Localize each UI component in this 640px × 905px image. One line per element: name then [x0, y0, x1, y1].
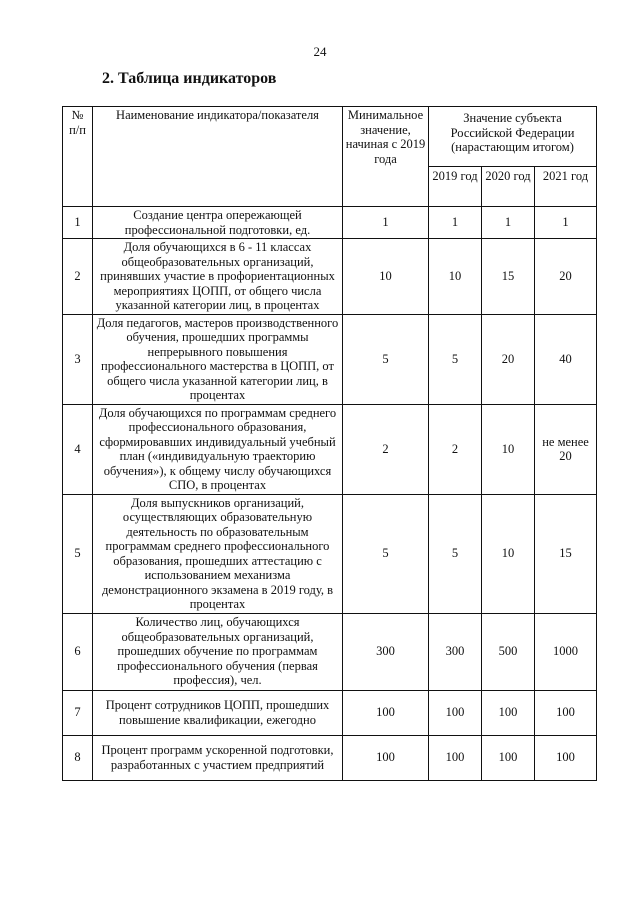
row-2019: 100 — [429, 735, 482, 780]
row-name: Процент программ ускоренной подготовки, разработанных с участием предприятий — [93, 735, 343, 780]
row-2020: 10 — [482, 494, 535, 613]
table-row — [63, 735, 597, 780]
row-num: 2 — [63, 239, 93, 315]
row-num: 4 — [63, 404, 93, 494]
indicators-table — [62, 106, 597, 781]
row-2019: 5 — [429, 494, 482, 613]
row-min: 5 — [343, 494, 429, 613]
row-name: Доля педагогов, мастеров производственного обучения, прошедших программы непрерывного повышения профессионального мастерства в ЦОПП, от общего числа указанной категории лиц, в процентах — [93, 314, 343, 404]
row-2021: не менее 20 — [535, 404, 597, 494]
header-year-2021: 2021 год — [535, 167, 597, 207]
table-row — [63, 690, 597, 735]
row-2021: 100 — [535, 690, 597, 735]
row-2019: 5 — [429, 314, 482, 404]
row-2021: 100 — [535, 735, 597, 780]
table-row — [63, 404, 597, 494]
row-num: 6 — [63, 613, 93, 690]
row-2021: 40 — [535, 314, 597, 404]
header-name: Наименование индикатора/показателя — [93, 107, 343, 207]
row-2019: 100 — [429, 690, 482, 735]
row-min: 300 — [343, 613, 429, 690]
table-row — [63, 494, 597, 613]
row-2021: 20 — [535, 239, 597, 315]
row-min: 5 — [343, 314, 429, 404]
header-year-2020: 2020 год — [482, 167, 535, 207]
row-name: Создание центра опережающей профессиональной подготовки, ед. — [93, 207, 343, 239]
row-2020: 1 — [482, 207, 535, 239]
row-2019: 1 — [429, 207, 482, 239]
table-row — [63, 314, 597, 404]
row-2020: 100 — [482, 690, 535, 735]
header-min: Минимальное значение, начиная с 2019 года — [343, 107, 429, 207]
row-2020: 500 — [482, 613, 535, 690]
row-2020: 10 — [482, 404, 535, 494]
row-num: 8 — [63, 735, 93, 780]
row-2019: 300 — [429, 613, 482, 690]
row-2019: 2 — [429, 404, 482, 494]
header-year-2019: 2019 год — [429, 167, 482, 207]
table-row — [63, 239, 597, 315]
row-min: 100 — [343, 735, 429, 780]
row-name: Количество лиц, обучающихся общеобразовательных организаций, прошедших обучение по программам профессионального обучения (первая профессия), чел. — [93, 613, 343, 690]
row-2019: 10 — [429, 239, 482, 315]
row-name: Процент сотрудников ЦОПП, прошедших повышение квалификации, ежегодно — [93, 690, 343, 735]
table-row — [63, 613, 597, 690]
row-num: 5 — [63, 494, 93, 613]
row-2021: 1000 — [535, 613, 597, 690]
section-title: 2. Таблица индикаторов — [102, 70, 277, 87]
row-2021: 15 — [535, 494, 597, 613]
row-min: 2 — [343, 404, 429, 494]
row-2020: 100 — [482, 735, 535, 780]
header-group: Значение субъекта Российской Федерации (нарастающим итогом) — [429, 107, 597, 167]
row-min: 1 — [343, 207, 429, 239]
row-num: 3 — [63, 314, 93, 404]
table-row — [63, 207, 597, 239]
row-min: 100 — [343, 690, 429, 735]
row-min: 10 — [343, 239, 429, 315]
row-2020: 20 — [482, 314, 535, 404]
row-name: Доля выпускников организаций, осуществляющих образовательную деятельность по образовательным программам среднего профессионального образования, прошедших аттестацию с использованием механизма демонстрационного экзамена в 2019 году, в процентах — [93, 494, 343, 613]
row-num: 1 — [63, 207, 93, 239]
row-num: 7 — [63, 690, 93, 735]
row-2020: 15 — [482, 239, 535, 315]
row-name: Доля обучающихся по программам среднего профессионального образования, сформировавших индивидуальный учебный план («индивидуальную траекторию обучения»), к общему числу обучающихся СПО, в процентах — [93, 404, 343, 494]
header-num: № п/п — [63, 107, 93, 207]
row-2021: 1 — [535, 207, 597, 239]
page-number: 24 — [313, 44, 327, 59]
row-name: Доля обучающихся в 6 - 11 классах общеобразовательных организаций, принявших участие в профориентационных мероприятиях ЦОПП, от общего числа указанной категории лиц, в процентах — [93, 239, 343, 315]
